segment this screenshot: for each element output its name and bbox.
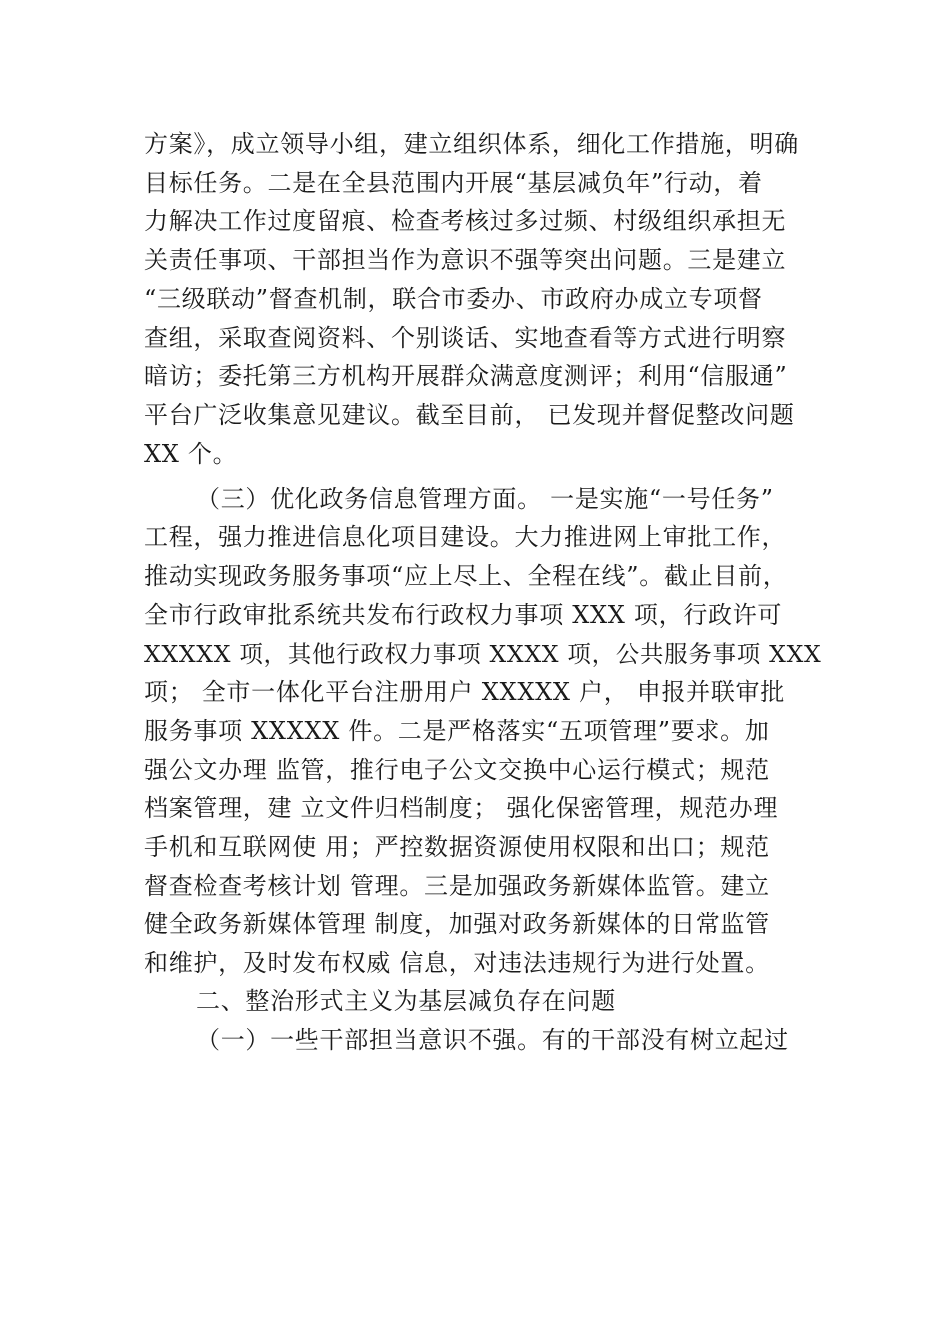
body-text-line: 关责任事项、干部担当作为意识不强等突出问题。三是建立 [144, 246, 787, 274]
body-text-line: 方案》，成立领导小组，建立组织体系，细化工作措施，明确 [144, 130, 799, 158]
body-text-line: 目标任务。二是在全县范围内开展“基层减负年”行动，着 [144, 169, 763, 197]
body-text-line: 健全政务新媒体管理 制度，加强对政务新媒体的日常监管 [144, 910, 770, 938]
body-text-line: 平台广泛收集意见建议。截至目前， 已发现并督促整改问题 [144, 401, 795, 429]
body-text-line: 推动实现政务服务事项“应上尽上、全程在线”。截止目前， [144, 562, 788, 590]
body-text-line: XX 个。 [144, 440, 238, 468]
section-heading-2: 二、整治形式主义为基层减负存在问题 [196, 987, 616, 1015]
body-text-line: “三级联动”督查机制，联合市委办、市政府办成立专项督 [144, 285, 763, 313]
body-text-line: 力解决工作过度留痕、检查考核过多过频、村级组织承担无 [144, 207, 787, 235]
section-heading-3: （三）优化政务信息管理方面。 一是实施“一号任务” [196, 485, 774, 513]
body-text-line: 服务事项 XXXXX 件。二是严格落实“五项管理”要求。加 [144, 717, 770, 745]
body-text-line: 强公文办理 监管，推行电子公文交换中心运行模式；规范 [144, 756, 770, 784]
body-text-line: 和维护，及时发布权威 信息，对违法违规行为进行处置。 [144, 949, 770, 977]
body-text-line: 手机和互联网使 用；严控数据资源使用权限和出口；规范 [144, 833, 770, 861]
body-text-line: 查组，采取查阅资料、个别谈话、实地查看等方式进行明察 [144, 324, 787, 352]
body-text-line: 工程，强力推进信息化项目建设。大力推进网上审批工作， [144, 523, 787, 551]
body-text-line: XXXXX 项，其他行政权力事项 XXXX 项，公共服务事项 XXX [144, 640, 822, 668]
body-text-line: 全市行政审批系统共发布行政权力事项 XXX 项，行政许可 [144, 601, 783, 629]
body-text-line: 项； 全市一体化平台注册用户 XXXXX 户， 申报并联审批 [144, 678, 785, 706]
body-text-line: 暗访；委托第三方机构开展群众满意度测评；利用“信服通” [144, 362, 788, 390]
body-text-line: 督查检查考核计划 管理。三是加强政务新媒体监管。建立 [144, 872, 770, 900]
body-text-line: 档案管理，建 立文件归档制度； 强化保密管理，规范办理 [144, 794, 779, 822]
subsection-heading-1: （一）一些干部担当意识不强。有的干部没有树立起过 [196, 1026, 789, 1054]
